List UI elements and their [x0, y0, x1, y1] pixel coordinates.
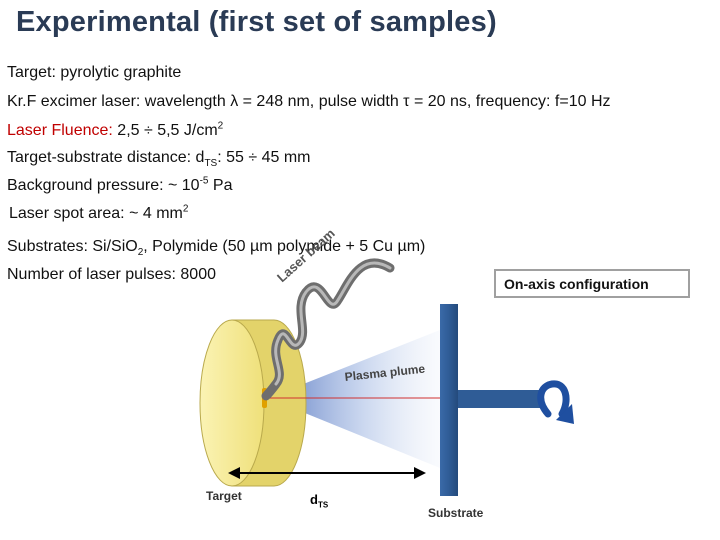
plasma-plume-label: Plasma plume: [344, 361, 426, 384]
pressure-unit: Pa: [208, 177, 233, 194]
pulses-line: Number of laser pulses: 8000: [7, 266, 216, 283]
fluence-value: 2,5 ÷ 5,5 J/cm: [112, 122, 218, 139]
distance-label: [310, 492, 329, 510]
distance-label-d: d: [310, 492, 318, 507]
substrate-label: Substrate: [428, 506, 484, 520]
substrate-plate: [440, 304, 458, 496]
rotation-arrow: [541, 384, 566, 414]
fluence-colon: :: [108, 122, 113, 139]
configuration-label: On-axis configuration: [504, 275, 649, 292]
distance-subscript: TS: [204, 158, 218, 170]
fluence-label: Laser Fluence: [7, 122, 109, 139]
substrate-holder-rod: [458, 390, 542, 408]
target-disk-face: [200, 320, 264, 486]
distance-arrowhead-right: [414, 467, 426, 479]
substrates-rest: , Polymide (50 µm polymide + 5 Cu µm): [143, 238, 426, 255]
laser-line: Kr.F excimer laser: wavelength λ = 248 nm, pulse width τ = 20 ns, frequency: f=10 Hz: [7, 93, 611, 110]
spot-exponent: 2: [182, 203, 189, 215]
target-line: Target: pyrolytic graphite: [7, 64, 182, 81]
distance-text: Target-substrate distance: d: [7, 149, 205, 166]
distance-label-sub: TS: [317, 500, 329, 510]
laser-beam-label: Laser beam: [274, 225, 338, 286]
target-label: Target: [206, 489, 242, 503]
substrates-subscript: 2: [137, 247, 144, 259]
pressure-text: Background pressure: ~ 10: [7, 177, 200, 194]
spot-text: Laser spot area: ~ 4 mm: [9, 205, 183, 222]
fluence-exponent: 2: [217, 120, 224, 132]
distance-value: : 55 ÷ 45 mm: [217, 149, 311, 166]
slide-title: Experimental (first set of samples): [16, 6, 497, 38]
pressure-exponent: -5: [199, 175, 209, 187]
substrates-text: Substrates: Si/SiO: [7, 238, 138, 255]
